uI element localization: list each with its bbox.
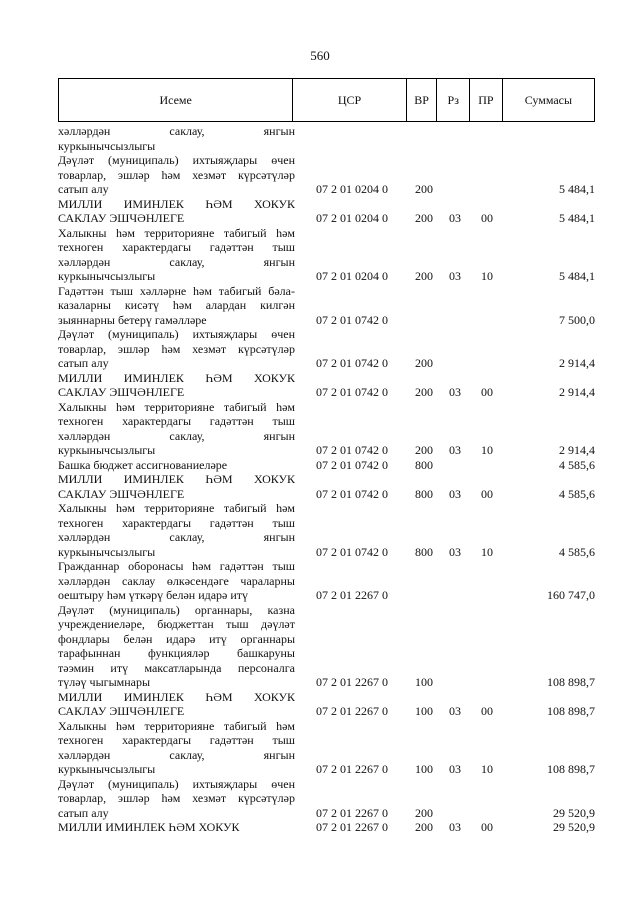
row-csr: 07 2 01 0204 0 [316,182,388,196]
row-sum: 108 898,7 [547,762,595,776]
row-name [58,226,295,284]
row-name-line: Дәүләт (муниципаль) ихтыяҗлары өчен [58,327,295,341]
table-row [58,284,595,328]
row-name [58,197,295,226]
row-vr: 200 [415,820,433,834]
row-sum: 4 585,6 [559,457,595,472]
row-sum: 7 500,0 [559,312,595,327]
row-name-line: САКЛАУ ЭШЧӘНЛЕГЕ [58,486,185,501]
row-csr: 07 2 01 0742 0 [316,356,388,370]
row-csr: 07 2 01 0742 0 [316,443,388,457]
row-name-line: куркынычсызлыгы [58,138,156,153]
row-csr: 07 2 01 0742 0 [316,385,388,399]
row-name-line: Гадәттән тыш хәлләрне һәм табигый бәла- [58,283,295,298]
row-name-line: САКЛАУ ЭШЧӘНЛЕГЕ [58,385,185,399]
row-name [58,153,295,197]
row-pr: 10 [481,544,493,559]
row-sum: 29 520,9 [553,805,595,820]
row-vr: 200 [415,356,433,370]
row-vr: 200 [415,211,433,225]
budget-table-header [58,78,595,122]
header-vr: ВР [406,79,437,122]
row-name-line: Халыкны һәм территорияне табигый һәм [58,225,295,240]
row-vr: 100 [415,762,433,776]
row-name-line: Халыкны һәм территорияне табигый һәм [58,399,295,414]
row-name-line: товарлар, эшләр һәм хезмәт күрсәтүләр [58,791,295,805]
table-row [58,719,595,777]
row-sum: 160 747,0 [547,588,595,602]
row-name-line: сатып алу [58,356,109,370]
row-name-line: Башка бюджет ассигнованиеләре [58,457,228,472]
row-rz: 03 [449,486,461,501]
table-row [58,458,595,473]
row-name-line: сатып алу [58,805,109,820]
header-row [59,79,595,122]
row-name-line: Халыкны һәм территорияне табигый һәм [58,501,295,515]
row-name-line: учреждениеләре, бюджеттан тыш дәүләт [58,617,295,631]
row-csr: 07 2 01 0742 0 [316,544,388,559]
row-sum: 2 914,4 [559,443,595,457]
row-name-line: хәлләрдән саклау, янгын [58,428,295,443]
header-sum: Суммасы [502,79,594,122]
row-rz: 03 [449,385,461,399]
row-sum: 5 484,1 [559,182,595,196]
row-name-line: САКЛАУ ЭШЧӘНЛЕГЕ [58,704,185,718]
row-rz: 03 [449,269,461,283]
row-sum: 2 914,4 [559,385,595,399]
table-row [58,400,595,458]
row-name-line: куркынычсызлыгы [58,269,156,283]
row-name [58,458,295,473]
row-vr: 800 [415,486,433,501]
header-name: Исеме [59,79,293,122]
row-pr: 10 [481,762,493,776]
row-sum: 5 484,1 [559,211,595,225]
row-name-line: техноген характердагы гадәттән тыш [58,733,295,747]
row-name-line: хәлләрдән саклау, янгын [58,254,295,269]
row-name-line: куркынычсызлыгы [58,443,156,457]
row-pr: 00 [481,486,493,501]
row-name [58,124,295,153]
table-row [58,501,595,559]
row-csr: 07 2 01 0204 0 [316,211,388,225]
row-vr: 200 [415,269,433,283]
row-csr: 07 2 01 0742 0 [316,457,388,472]
row-name [58,327,295,371]
budget-table-body [58,124,595,835]
row-vr: 100 [415,675,433,689]
row-vr: 200 [415,805,433,820]
row-sum: 2 914,4 [559,356,595,370]
row-name-line: техноген характердагы гадәттән тыш [58,515,295,530]
row-sum: 108 898,7 [547,704,595,718]
table-row [58,472,595,501]
row-csr: 07 2 01 2267 0 [316,588,388,602]
table-row [58,820,595,835]
row-pr: 10 [481,269,493,283]
row-name [58,820,295,835]
row-name-line: казаларны кисәтү һәм алардан килгән [58,298,295,312]
row-csr: 07 2 01 0742 0 [316,312,388,327]
row-name-line: МИЛЛИ ИМИНЛЕК ҺӘМ ХОКУК [58,820,240,834]
row-name-line: тарафыннан функцияләр башкаруны [58,646,295,660]
row-name [58,284,295,328]
row-csr: 07 2 01 2267 0 [316,805,388,820]
row-name-line: МИЛЛИ ИМИНЛЕК ҺӘМ ХОКУК [58,196,295,211]
row-name-line: техноген характердагы гадәттән тыш [58,240,295,254]
row-rz: 03 [449,704,461,718]
row-rz: 03 [449,820,461,834]
row-name-line: оештыру һәм үткәрү белән идарә итү [58,588,249,602]
row-name [58,472,295,501]
row-name-line: товарлар, эшләр һәм хезмәт күрсәтүләр [58,167,295,182]
row-csr: 07 2 01 2267 0 [316,820,388,834]
row-name [58,371,295,400]
row-name [58,559,295,603]
row-csr: 07 2 01 2267 0 [316,675,388,689]
row-name-line: МИЛЛИ ИМИНЛЕК ҺӘМ ХОКУК [58,370,295,385]
row-pr: 00 [481,820,493,834]
table-row [58,603,595,690]
row-sum: 4 585,6 [559,486,595,501]
row-vr: 200 [415,385,433,399]
row-name [58,690,295,719]
row-vr: 800 [415,457,433,472]
row-name-line: САКЛАУ ЭШЧӘНЛЕГЕ [58,211,185,225]
row-pr: 10 [481,443,493,457]
row-vr: 800 [415,544,433,559]
row-sum: 29 520,9 [553,820,595,834]
row-vr: 200 [415,443,433,457]
table-row [58,153,595,197]
row-name [58,719,295,777]
table-row [58,559,595,603]
row-sum: 108 898,7 [547,675,595,689]
row-name-line: МИЛЛИ ИМИНЛЕК ҺӘМ ХОКУК [58,472,295,486]
header-csr: ЦСР [293,79,406,122]
row-name-line: сатып алу [58,182,109,196]
row-name-line: куркынычсызлыгы [58,544,156,559]
row-pr: 00 [481,704,493,718]
row-name-line: Халыкны һәм территорияне табигый һәм [58,718,295,733]
row-name-line: Дәүләт (муниципаль) ихтыяҗлары өчен [58,776,295,791]
header-pr: ПР [470,79,503,122]
row-pr: 00 [481,211,493,225]
row-name-line: МИЛЛИ ИМИНЛЕК ҺӘМ ХОКУК [58,689,295,704]
row-vr: 200 [415,182,433,196]
row-name [58,603,295,690]
row-rz: 03 [449,211,461,225]
row-csr: 07 2 01 2267 0 [316,704,388,718]
row-rz: 03 [449,544,461,559]
row-name-line: куркынычсызлыгы [58,762,156,776]
row-sum: 4 585,6 [559,544,595,559]
row-name [58,777,295,821]
row-name-line: Гражданнар оборонасы һәм гадәттән тыш [58,559,295,573]
row-name-line: Дәүләт (муниципаль) ихтыяҗлары өчен [58,153,295,167]
table-row [58,197,595,226]
row-name-line: хәлләрдән саклау, янгын [58,124,295,138]
row-name-line: хәлләрдән саклау өлкәсендәге чараларны [58,573,295,588]
row-name-line: товарлар, эшләр һәм хезмәт күрсәтүләр [58,341,295,356]
table-row [58,371,595,400]
row-pr: 00 [481,385,493,399]
row-name-line: түләү чыгымнары [58,675,151,689]
table-row [58,124,595,153]
row-csr: 07 2 01 0742 0 [316,486,388,501]
row-sum: 5 484,1 [559,269,595,283]
header-rz: Рз [437,79,470,122]
table-row [58,690,595,719]
row-vr: 100 [415,704,433,718]
table-row [58,777,595,821]
row-name [58,501,295,559]
row-name-line: хәлләрдән саклау, янгын [58,530,295,544]
row-name-line: хәлләрдән саклау, янгын [58,747,295,762]
row-rz: 03 [449,762,461,776]
row-name-line: Дәүләт (муниципаль) органнары, казна [58,602,295,617]
row-name-line: фондлары белән идарә итү органнары [58,631,295,646]
row-name [58,400,295,458]
row-name-line: техноген характердагы гадәттән тыш [58,414,295,428]
row-name-line: зыяннарны бетерү гамәлләре [58,312,207,327]
row-csr: 07 2 01 2267 0 [316,762,388,776]
row-rz: 03 [449,443,461,457]
row-csr: 07 2 01 0204 0 [316,269,388,283]
page-number: 560 [310,48,330,63]
table-row [58,226,595,284]
row-name-line: тәэмин итү максатларында персоналга [58,660,295,675]
table-row [58,327,595,371]
